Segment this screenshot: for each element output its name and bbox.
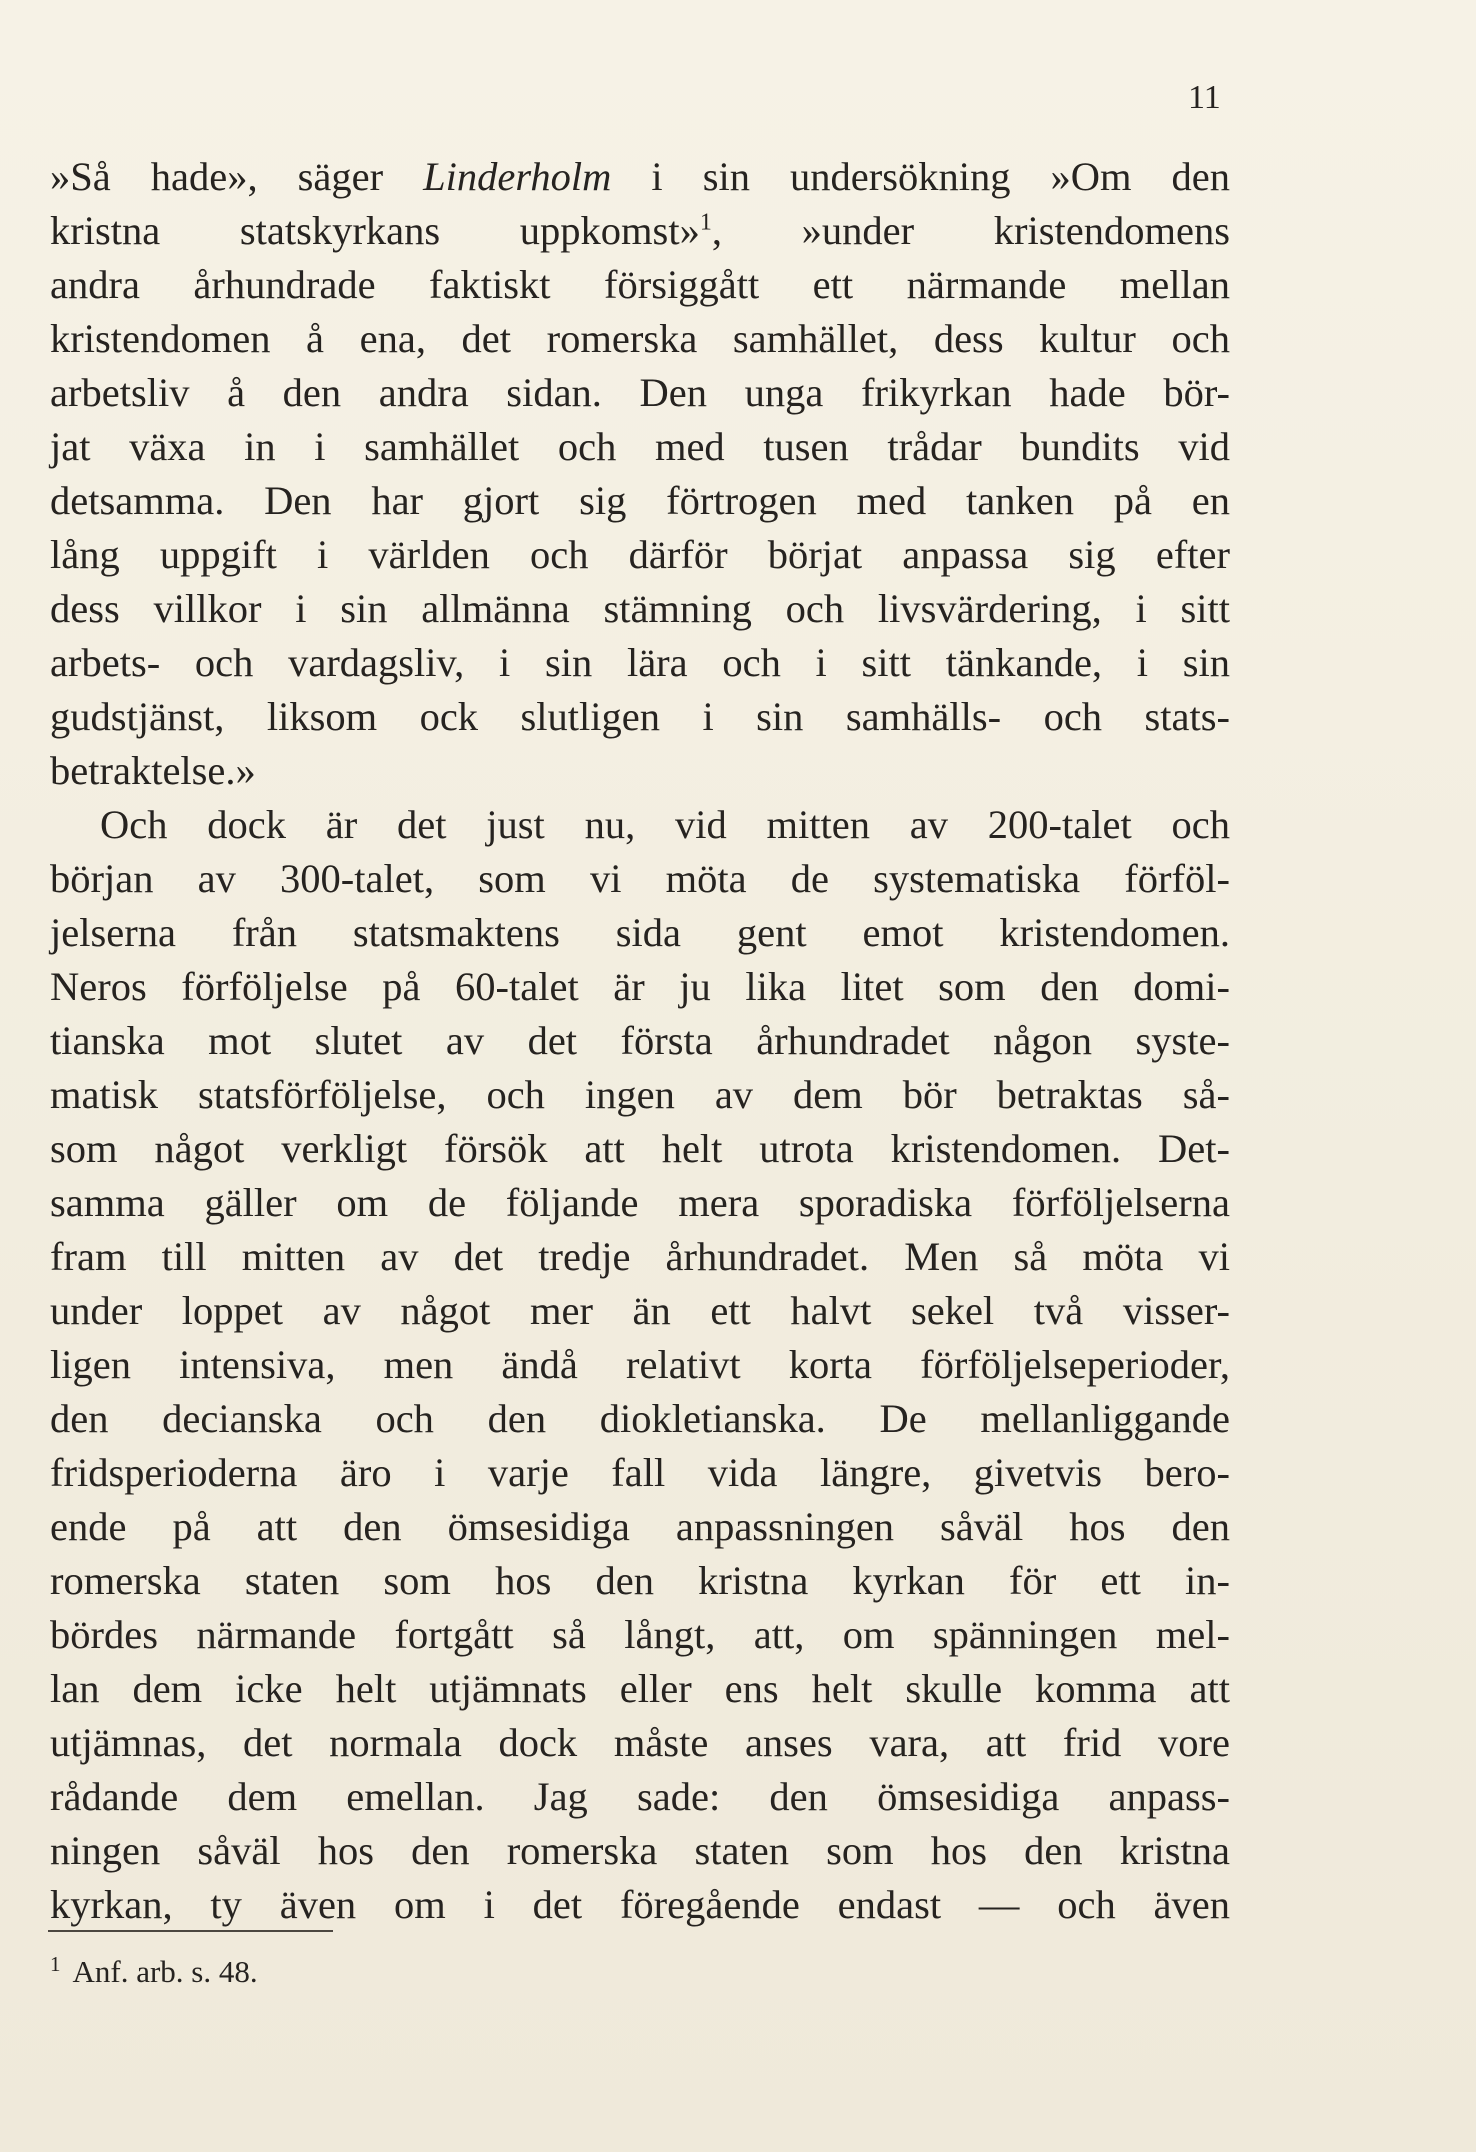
text-line-15: jelserna från statsmaktens sida gent emot kristendomen. [50, 910, 1230, 955]
text-line-5: arbetsliv å den andra sidan. Den unga frikyrkan hade bör- [50, 370, 1230, 415]
page-number: 11 [1188, 79, 1221, 116]
text-line-31: rådande dem emellan. Jag sade: den ömsesidiga anpass- [50, 1774, 1230, 1819]
text-line-22: under loppet av något mer än ett halvt sekel två visser- [50, 1288, 1230, 1333]
text-line-19: som något verkligt försök att helt utrota kristendomen. Det- [50, 1126, 1230, 1171]
line-text: kristna statskyrkans uppkomst» [50, 208, 700, 253]
text-line-6: jat växa in i samhället och med tusen trådar bundits vid [50, 424, 1230, 469]
text-line-13: Och dock är det just nu, vid mitten av 200-talet och [100, 802, 1230, 847]
line-text: i sin undersökning »Om den [611, 154, 1231, 199]
line-text: »Så hade», säger [50, 154, 424, 199]
text-line-33: kyrkan, ty även om i det föregående endast — och även [50, 1882, 1230, 1927]
text-line-29: lan dem icke helt utjämnats eller ens helt skulle komma att [50, 1666, 1230, 1711]
text-line-32: ningen såväl hos den romerska staten som hos den kristna [50, 1828, 1230, 1873]
text-line-1 [50, 150, 1230, 204]
text-line-21: fram till mitten av det tredje århundradet. Men så möta vi [50, 1234, 1230, 1279]
text-line-26: ende på att den ömsesidiga anpassningen såväl hos den [50, 1504, 1230, 1549]
footnote-divider [48, 1930, 333, 1932]
text-line-14: början av 300-talet, som vi möta de systematiska förföl- [50, 856, 1230, 901]
text-line-25: fridsperioderna äro i varje fall vida längre, givetvis bero- [50, 1450, 1230, 1495]
text-line-7: detsamma. Den har gjort sig förtrogen med tanken på en [50, 478, 1230, 523]
footnote-reference[interactable]: 1 [699, 209, 712, 236]
text-line-17: tianska mot slutet av det första århundradet någon syste- [50, 1018, 1230, 1063]
footnote [50, 1950, 258, 1994]
text-line-23: ligen intensiva, men ändå relativt korta förföljelseperioder, [50, 1342, 1230, 1387]
text-line-30: utjämnas, det normala dock måste anses vara, att frid vore [50, 1720, 1230, 1765]
text-line-27: romerska staten som hos den kristna kyrkan för ett in- [50, 1558, 1230, 1603]
text-line-10: arbets- och vardagsliv, i sin lära och i sitt tänkande, i sin [50, 640, 1230, 685]
text-line-2 [50, 204, 1230, 258]
footnote-text: Anf. arb. s. 48. [72, 1954, 258, 1989]
text-line-9: dess villkor i sin allmänna stämning och livsvärdering, i sitt [50, 586, 1230, 631]
text-line-20: samma gäller om de följande mera sporadiska förföljelserna [50, 1180, 1230, 1225]
text-line-3: andra århundrade faktiskt försiggått ett närmande mellan [50, 262, 1230, 307]
text-line-8: lång uppgift i världen och därför börjat anpassa sig efter [50, 532, 1230, 577]
footnote-mark: 1 [50, 1951, 61, 1976]
text-line-4: kristendomen å ena, det romerska samhället, dess kultur och [50, 316, 1230, 361]
text-line-11: gudstjänst, liksom ock slutligen i sin samhälls- och stats- [50, 694, 1230, 739]
text-line-16: Neros förföljelse på 60-talet är ju lika litet som den domi- [50, 964, 1230, 1009]
line-text: , »under kristendomens [711, 208, 1230, 253]
author-name: Linderholm [423, 154, 612, 199]
body-text [50, 150, 1230, 1932]
text-line-28: bördes närmande fortgått så långt, att, om spänningen mel- [50, 1612, 1230, 1657]
text-line-24: den decianska och den diokletianska. De mellanliggande [50, 1396, 1230, 1441]
text-line-12: betraktelse.» [50, 748, 256, 793]
text-line-18: matisk statsförföljelse, och ingen av dem bör betraktas så- [50, 1072, 1230, 1117]
